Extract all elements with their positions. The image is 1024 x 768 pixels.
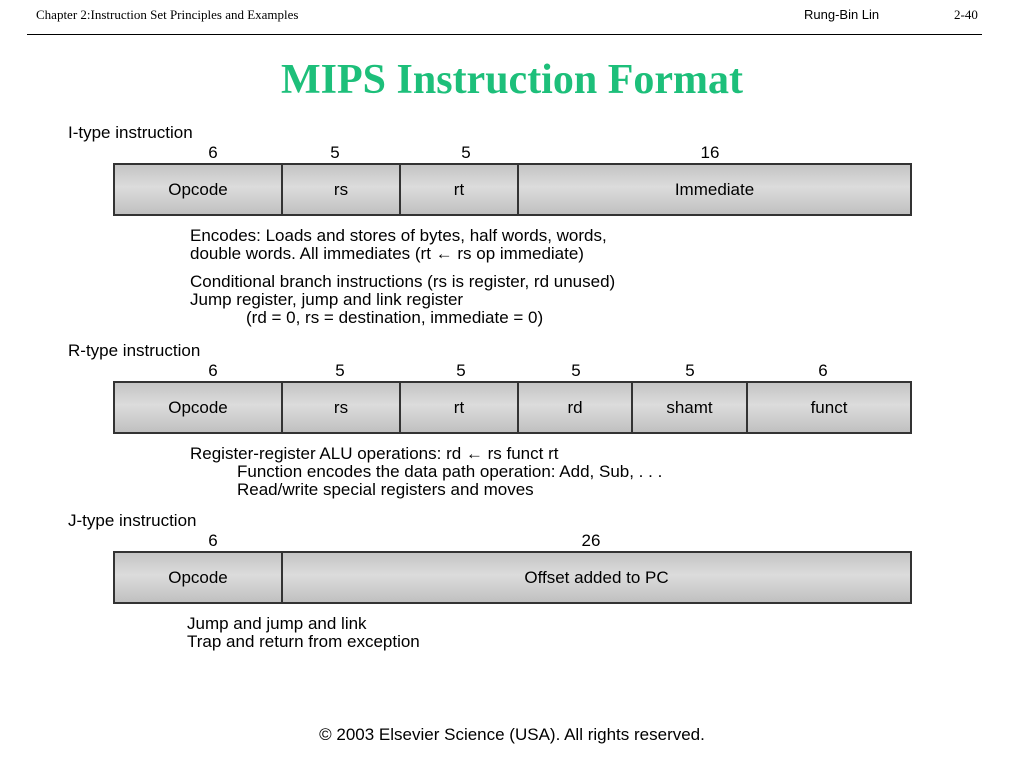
rtype-width-opcode: 6 xyxy=(208,361,218,380)
itype-label: I-type instruction xyxy=(68,123,193,142)
jtype-desc-line-1: Jump and jump and link xyxy=(187,614,367,633)
rtype-field-shamt: shamt xyxy=(633,383,748,432)
rtype-width-rt: 5 xyxy=(456,361,466,380)
rtype-width-funct: 6 xyxy=(818,361,828,380)
jtype-field-offset: Offset added to PC xyxy=(283,553,910,602)
itype-field-rt: rt xyxy=(401,165,519,214)
jtype-format-box xyxy=(113,551,912,604)
rtype-width-rs: 5 xyxy=(335,361,345,380)
author-name: Rung-Bin Lin xyxy=(804,7,880,22)
itype-width-immediate: 16 xyxy=(700,143,720,162)
itype-desc-line-5: (rd = 0, rs = destination, immediate = 0) xyxy=(246,308,544,327)
copyright-notice: © 2003 Elsevier Science (USA). All rights reserved. xyxy=(319,725,705,744)
itype-width-rs: 5 xyxy=(330,143,340,162)
rtype-field-funct: funct xyxy=(748,383,910,432)
itype-width-rt: 5 xyxy=(461,143,471,162)
rtype-format-box xyxy=(113,381,912,434)
rtype-field-rs: rs xyxy=(283,383,401,432)
jtype-field-opcode: Opcode xyxy=(115,553,283,602)
rtype-desc-line-2: Function encodes the data path operation: Add, Sub, . . . xyxy=(237,462,663,481)
header-divider xyxy=(27,34,982,35)
rtype-desc-line-3: Read/write special registers and moves xyxy=(237,480,534,499)
rtype-field-opcode: Opcode xyxy=(115,383,283,432)
page-number: 2-40 xyxy=(954,7,978,22)
itype-desc-line-1: Encodes: Loads and stores of bytes, half words, words, xyxy=(190,226,607,245)
itype-desc-line-2: double words. All immediates (rt ← rs op immediate) xyxy=(190,244,584,263)
slide-title: MIPS Instruction Format xyxy=(281,57,743,103)
itype-field-immediate: Immediate xyxy=(519,165,910,214)
jtype-width-opcode: 6 xyxy=(208,531,218,550)
rtype-label: R-type instruction xyxy=(68,341,201,360)
rtype-width-rd: 5 xyxy=(571,361,581,380)
itype-desc-line-4: Jump register, jump and link register xyxy=(190,290,464,309)
itype-field-rs: rs xyxy=(283,165,401,214)
itype-desc-line-3: Conditional branch instructions (rs is register, rd unused) xyxy=(190,272,616,291)
jtype-label: J-type instruction xyxy=(68,511,197,530)
itype-width-opcode: 6 xyxy=(208,143,218,162)
rtype-desc-line-1: Register-register ALU operations: rd ← rs funct rt xyxy=(190,444,559,463)
itype-format-box xyxy=(113,163,912,216)
chapter-title: Chapter 2:Instruction Set Principles and Examples xyxy=(36,7,299,22)
itype-field-opcode: Opcode xyxy=(115,165,283,214)
rtype-width-shamt: 5 xyxy=(685,361,695,380)
rtype-field-rd: rd xyxy=(519,383,633,432)
jtype-desc-line-2: Trap and return from exception xyxy=(187,632,420,651)
rtype-field-rt: rt xyxy=(401,383,519,432)
jtype-width-offset: 26 xyxy=(581,531,601,550)
